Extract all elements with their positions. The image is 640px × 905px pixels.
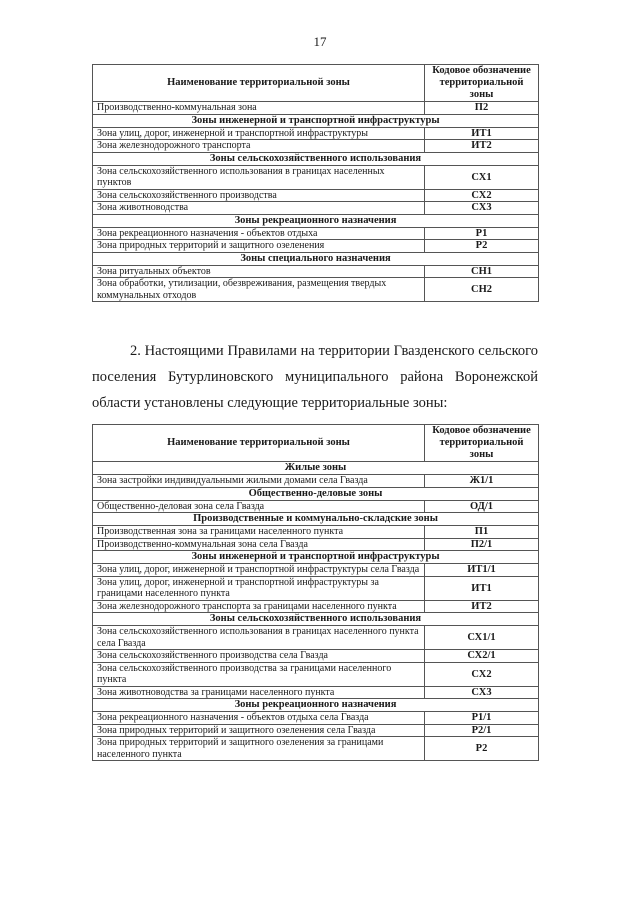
zone-name: Зона рекреационного назначения - объектов отдыха села Гвазда <box>93 712 425 725</box>
section-row <box>93 513 539 526</box>
zone-name: Зона обработки, утилизации, обезвреживания, размещения твердых коммунальных отходов <box>93 278 425 302</box>
zone-code: СХ2/1 <box>425 650 539 663</box>
zone-code: СН2 <box>425 278 539 302</box>
zones-table-2 <box>92 424 539 761</box>
zone-code: ИТ1/1 <box>425 564 539 577</box>
section-title: Зоны сельскохозяйственного использования <box>93 152 539 165</box>
zone-name: Зона сельскохозяйственного использования в границах населенных пунктов <box>93 165 425 189</box>
zone-name: Зона рекреационного назначения - объектов отдыха <box>93 227 425 240</box>
zone-code: СХ3 <box>425 686 539 699</box>
zone-code: Р2 <box>425 240 539 253</box>
page-number: 17 <box>313 34 327 49</box>
table-row <box>93 127 539 140</box>
section-row <box>93 613 539 626</box>
table-row <box>93 650 539 663</box>
header-zone-name: Наименование территориальной зоны <box>93 65 425 102</box>
table-row <box>93 240 539 253</box>
zone-code: ОД/1 <box>425 500 539 513</box>
zone-name: Зона застройки индивидуальными жилыми домами села Гвазда <box>93 475 425 488</box>
table-row <box>93 564 539 577</box>
section-row <box>93 487 539 500</box>
zone-code: ИТ2 <box>425 140 539 153</box>
zone-code: ИТ1 <box>425 127 539 140</box>
paragraph-territorial-zones: 2. Настоящими Правилами на территории Гвазденского сельского поселения Бутурлиновского муниципального района Воронежской области установлены следующие территориальные зоны: <box>92 343 538 411</box>
zone-code: П2/1 <box>425 538 539 551</box>
zone-code: СХ1 <box>425 165 539 189</box>
table-row <box>93 712 539 725</box>
zone-name: Производственно-коммунальная зона села Гвазда <box>93 538 425 551</box>
zone-code: ИТ1 <box>425 576 539 600</box>
zone-code: П1 <box>425 526 539 539</box>
zone-name: Зона сельскохозяйственного использования в границах населенного пункта села Гвазда <box>93 626 425 650</box>
table-row <box>93 475 539 488</box>
zone-code: Ж1/1 <box>425 475 539 488</box>
zone-code: СН1 <box>425 265 539 278</box>
zone-name: Зона животноводства <box>93 202 425 215</box>
section-title: Зоны специального назначения <box>93 252 539 265</box>
section-row <box>93 551 539 564</box>
section-row <box>93 152 539 165</box>
zone-code: Р1/1 <box>425 712 539 725</box>
zone-name: Зона сельскохозяйственного производства <box>93 189 425 202</box>
table-row <box>93 278 539 302</box>
zone-code: Р1 <box>425 227 539 240</box>
zones-table-1 <box>92 64 539 302</box>
table-row <box>93 102 539 115</box>
table-row <box>93 724 539 737</box>
section-title: Жилые зоны <box>93 462 539 475</box>
section-title: Зоны сельскохозяйственного использования <box>93 613 539 626</box>
zone-name: Зона природных территорий и защитного озеленения села Гвазда <box>93 724 425 737</box>
table-row <box>93 500 539 513</box>
zone-name: Общественно-деловая зона села Гвазда <box>93 500 425 513</box>
zone-name: Зона природных территорий и защитного озеленения <box>93 240 425 253</box>
zone-name: Зона улиц, дорог, инженерной и транспортной инфраструктуры <box>93 127 425 140</box>
zone-code: СХ2 <box>425 189 539 202</box>
section-row <box>93 252 539 265</box>
zone-code: СХ2 <box>425 662 539 686</box>
section-row <box>93 699 539 712</box>
table-row <box>93 686 539 699</box>
table-row <box>93 227 539 240</box>
zone-code: СХ1/1 <box>425 626 539 650</box>
zone-name: Зона сельскохозяйственного производства села Гвазда <box>93 650 425 663</box>
table-row <box>93 662 539 686</box>
section-title: Зоны инженерной и транспортной инфраструктуры <box>93 114 539 127</box>
table-row <box>93 737 539 761</box>
section-title: Зоны рекреационного назначения <box>93 699 539 712</box>
zone-name: Зона железнодорожного транспорта <box>93 140 425 153</box>
table-row <box>93 526 539 539</box>
section-title: Производственные и коммунально-складские зоны <box>93 513 539 526</box>
zone-code: Р2/1 <box>425 724 539 737</box>
section-row <box>93 214 539 227</box>
zone-name: Зона железнодорожного транспорта за границами населенного пункта <box>93 600 425 613</box>
zone-code: СХ3 <box>425 202 539 215</box>
zone-name: Производственная зона за границами населенного пункта <box>93 526 425 539</box>
table-row <box>93 265 539 278</box>
table-row <box>93 538 539 551</box>
table-row <box>93 600 539 613</box>
zone-name: Зона улиц, дорог, инженерной и транспортной инфраструктуры села Гвазда <box>93 564 425 577</box>
zone-name: Зона сельскохозяйственного производства за границами населенного пункта <box>93 662 425 686</box>
table-row <box>93 202 539 215</box>
zone-name: Зона животноводства за границами населенного пункта <box>93 686 425 699</box>
zone-code: Р2 <box>425 737 539 761</box>
table-row <box>93 189 539 202</box>
table-row <box>93 576 539 600</box>
zone-name: Зона природных территорий и защитного озеленения за границами населенного пункта <box>93 737 425 761</box>
section-row <box>93 114 539 127</box>
section-title: Общественно-деловые зоны <box>93 487 539 500</box>
header-zone-code: Кодовое обозначение территориальной зоны <box>425 65 539 102</box>
header-zone-name: Наименование территориальной зоны <box>93 425 425 462</box>
table-row <box>93 140 539 153</box>
zone-name: Зона улиц, дорог, инженерной и транспортной инфраструктуры за границами населенного пункта <box>93 576 425 600</box>
zone-name: Производственно-коммунальная зона <box>93 102 425 115</box>
zone-code: ИТ2 <box>425 600 539 613</box>
section-row <box>93 462 539 475</box>
table-row <box>93 165 539 189</box>
zone-code: П2 <box>425 102 539 115</box>
header-zone-code: Кодовое обозначение территориальной зоны <box>425 425 539 462</box>
section-title: Зоны рекреационного назначения <box>93 214 539 227</box>
table-row <box>93 626 539 650</box>
section-title: Зоны инженерной и транспортной инфраструктуры <box>93 551 539 564</box>
zone-name: Зона ритуальных объектов <box>93 265 425 278</box>
